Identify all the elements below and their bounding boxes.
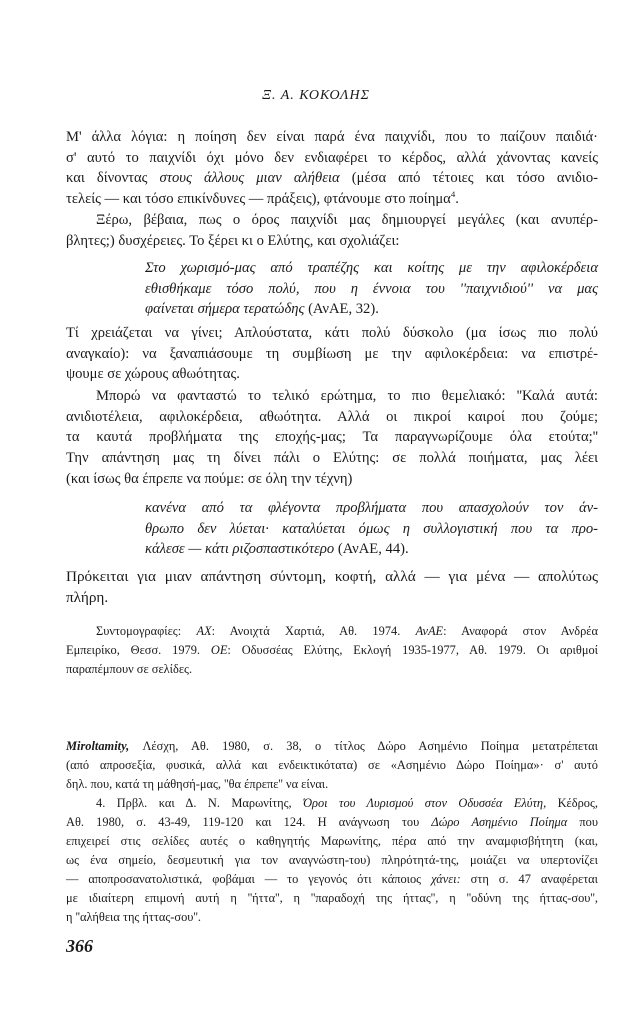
italic-run: θρωπο δεν λύεται· καταλύεται όμως η συλλογιστική που τα προ-	[145, 520, 598, 537]
text-run: ψουμε σε χώρους αθωότητας.	[66, 366, 240, 383]
text-line	[66, 127, 598, 148]
text-line	[66, 231, 598, 252]
text-run: επιχειρεί στις σελίδες αυτές ο καθηγητής Μαρωνίτης, πέρα από την αναμφισβήτητη (και,	[66, 834, 598, 848]
text-line	[66, 469, 598, 490]
text-line	[145, 539, 598, 560]
paragraph-4	[66, 386, 598, 490]
footnote-continued	[66, 737, 598, 794]
text-line	[66, 189, 598, 210]
text-run: 4. Πρβλ. και Δ. Ν. Μαρωνίτης,	[96, 796, 304, 810]
italic-run: Στο χωρισμό-μας από τραπέζης και κοίτης με την αφιλοκέρδεια	[145, 260, 598, 276]
text-run: Τί χρειάζεται να γίνει; Απλούστατα, κάτι πολύ δύσκολο (μα ίσως πιο πολύ	[66, 325, 598, 341]
text-run: .	[455, 191, 459, 208]
text-run: παραπέμπουν σε σελίδες.	[66, 662, 193, 676]
italic-run: ΑΧ	[196, 624, 212, 638]
text-run: που	[567, 815, 598, 829]
text-line	[66, 794, 598, 813]
text-line	[66, 427, 598, 448]
text-run: τελείς — και τόσο επικίνδυνες — πράξεις), φτάνουμε στο ποίημα	[66, 191, 451, 208]
italic-run: εθισθήκαμε τόσο πολύ, που η έννοια του ''παιχνιδιού'' να μας	[145, 280, 598, 297]
bold-italic-run: Miroltamity,	[66, 739, 130, 753]
footnote-ref: 4	[450, 189, 456, 200]
text-line	[66, 148, 598, 169]
text-run: Πρόκειται για μιαν απάντηση σύντομη, κοφτή, αλλά — για μένα — απολύτως	[66, 568, 598, 585]
text-run: Μ' άλλα λόγια: η ποίηση δεν είναι παρά ένα παιχνίδι, που το παίζουν παιδιά·	[66, 129, 598, 145]
page-number: 366	[66, 936, 93, 956]
text-line	[66, 870, 598, 889]
text-line	[66, 756, 598, 775]
text-run: — αποπροσανατολιστικά, φοβάμαι — το γεγονός ότι κάποιος	[66, 872, 432, 886]
text-line	[66, 737, 598, 756]
text-line	[66, 908, 598, 927]
text-run: τα καυτά προβλήματα της εποχής-μας; Τα παραγνωρίζουμε όλα ετούτα;''	[66, 429, 598, 446]
text-run: (μέσα από τέτοιες και τόσο ανιδιο-	[339, 170, 598, 187]
block-quote-2	[145, 498, 598, 560]
text-run: αναγκαίο): να ξαναπιάσουμε τη συμβίωση με την αφιλοκέρδεια: να επιστρέ-	[66, 345, 598, 362]
text-run: (από απροσεξία, φυσικά, αλλά και ενδεικτικότατα) σε «Ασημένιο Δώρο Ποίημα»· σ' αυτό	[66, 758, 598, 772]
italic-run: κάλεσε — κάτι ριζοσπαστικότερο	[145, 541, 335, 558]
italic-run: Όροι του Λυρισμού στον Οδυσσέα Ελύτη,	[303, 796, 547, 810]
text-line	[66, 323, 598, 344]
text-line	[66, 813, 598, 832]
text-line	[145, 519, 598, 540]
text-run: : Ανοιχτά Χαρτιά, Αθ. 1974.	[211, 624, 416, 638]
text-run: Λέσχη, Αθ. 1980, σ. 38, ο τίτλος Δώρο Ασημένιο Ποίημα μετατρέπεται	[129, 739, 598, 753]
paragraph-3	[66, 323, 598, 385]
text-line	[66, 344, 598, 365]
italic-run: ΟΕ	[210, 643, 228, 657]
text-line	[66, 364, 598, 385]
text-line	[66, 889, 598, 908]
running-header: Ξ. Α. ΚΟΚΟΛΗΣ	[262, 88, 370, 103]
text-line	[66, 832, 598, 851]
text-line	[66, 567, 598, 588]
text-run: Μπορώ να φανταστώ το τελικό ερώτημα, το πιο θεμελιακό: ''Καλά αυτά:	[96, 388, 598, 404]
text-run: η ''αλήθεια της ήττας-σου''.	[66, 910, 201, 924]
italic-run: στους άλλους μιαν αλήθεια	[159, 170, 340, 187]
text-line	[66, 622, 598, 641]
text-line	[145, 258, 598, 279]
footnote-4	[66, 794, 598, 927]
text-run: Κέδρος,	[546, 796, 598, 810]
text-run: Εμπειρίκο, Θεσσ. 1979.	[66, 643, 211, 657]
paragraph-5	[66, 567, 598, 608]
abbreviations-note	[66, 622, 598, 679]
italic-run: χάνει:	[431, 872, 461, 886]
text-line	[145, 299, 598, 320]
text-run: : Οδυσσέας Ελύτης, Εκλογή 1935-1977, Αθ. 1979. Οι αριθμοί	[227, 643, 598, 657]
text-line	[66, 588, 598, 609]
italic-run: ΑνΑΕ	[415, 624, 444, 638]
text-run: και δίνοντας	[66, 170, 160, 187]
text-run: σ' αυτό το παιχνίδι όχι μόνο δεν ενδιαφέρει το κέρδος, αλλά χάνοντας κανείς	[66, 149, 598, 166]
paragraph-1	[66, 127, 598, 210]
text-run: (ΑνΑΕ, 32).	[304, 301, 379, 318]
paragraph-2	[66, 210, 598, 251]
text-run: Την απάντηση μας τη δίνει πάλι ο Ελύτης: σε πολλά ποιήματα, μας λέει	[66, 450, 598, 467]
text-line	[66, 660, 598, 679]
text-line	[66, 851, 598, 870]
text-line	[66, 448, 598, 469]
text-run: Αθ. 1980, σ. 43-49, 119-120 και 124. Η ανάγνωση του	[66, 815, 432, 829]
text-line	[66, 168, 598, 189]
text-line	[145, 279, 598, 300]
text-run: δηλ. που, κατά τη μάθησή-μας, ''θα έπρεπε'' να είναι.	[66, 777, 329, 791]
text-line	[66, 386, 598, 407]
text-line	[66, 210, 598, 231]
text-line	[66, 641, 598, 660]
text-run: βλητες;) δυσχέρειες. Το ξέρει κι ο Ελύτης, και σχολιάζει:	[66, 232, 400, 249]
text-line	[66, 407, 598, 428]
text-run: στη σ. 47 αναφέρεται	[460, 872, 599, 886]
text-run: (ΑνΑΕ, 44).	[334, 541, 409, 558]
text-run: (και ίσως θα έπρεπε να πούμε: σε όλη την τέχνη)	[66, 470, 353, 487]
block-quote-1	[145, 258, 598, 320]
italic-run: Δώρο Ασημένιο Ποίημα	[431, 815, 568, 829]
text-line	[66, 775, 598, 794]
italic-run: κανένα από τα φλέγοντα προβλήματα που απασχολούν τον άν-	[145, 500, 598, 516]
text-run: ανιδιοτέλεια, αφιλοκέρδεια, αθωότητα. Αλλά οι πικροί καιροί που ζούμε;	[66, 408, 598, 425]
italic-run: φαίνεται σήμερα τερατώδης	[145, 301, 305, 318]
text-run: ως ένα σημείο, δεσμευτική για τον αναγνώστη-του) πληρότητά-της, μοιάζει να υπερτονίζει	[66, 853, 598, 867]
text-line	[145, 498, 598, 519]
text-run: με ιδιαίτερη επιμονή αυτή η ''ήττα'', η ''παραδοχή της ήττας'', η ''οδύνη της ήττας-σου'',	[66, 891, 598, 905]
text-run: Ξέρω, βέβαια, πως ο όρος παιχνίδι μας δημιουργεί μεγάλες (και ανυπέρ-	[96, 212, 598, 228]
text-run: πλήρη.	[66, 588, 109, 606]
text-run: : Αναφορά στον Ανδρέα	[443, 624, 598, 638]
text-run: Συντομογραφίες:	[96, 624, 197, 638]
